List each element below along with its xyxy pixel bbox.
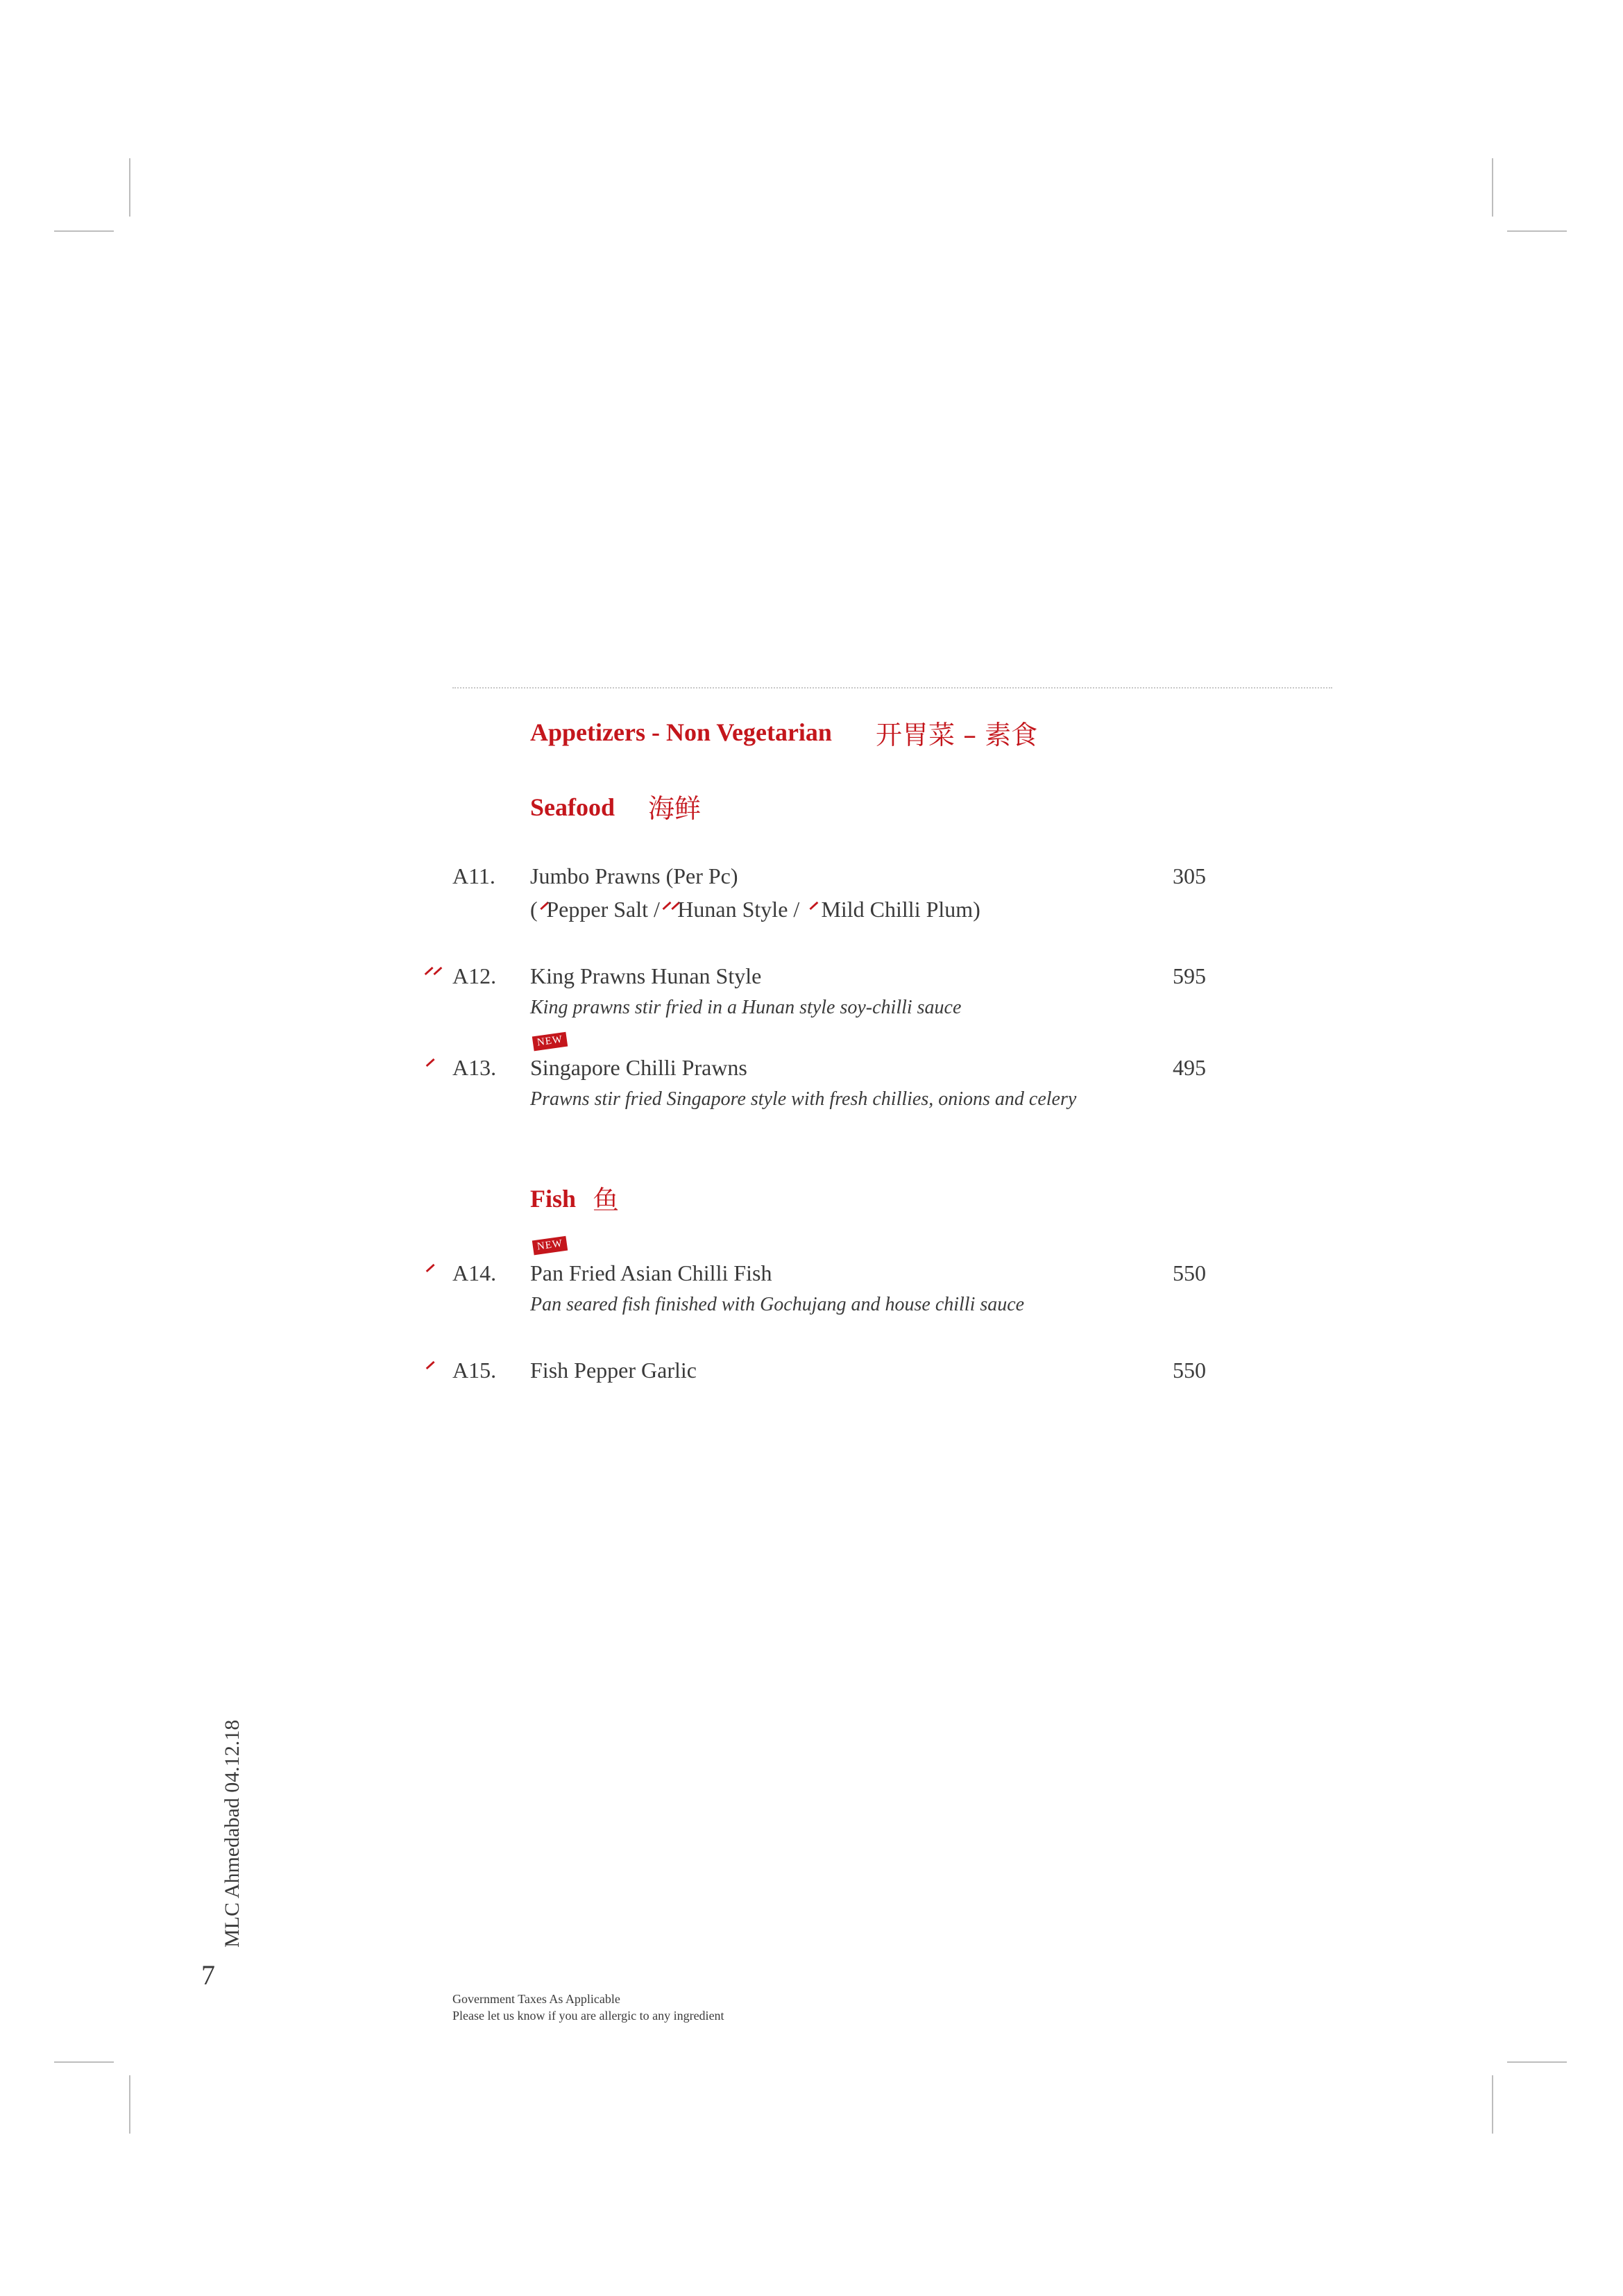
item-code: A14. [452,1260,497,1285]
item-name: Fish Pepper Garlic [530,1358,697,1383]
new-badge: NEW [532,1032,568,1052]
mild-one-chilli-icon: ᐟ [799,898,816,922]
divider [452,687,1332,689]
option-pepper-salt: Pepper Salt / [546,897,660,922]
section-title-zh: 开胃菜 – 素食 [876,720,1038,750]
item-price: 550 [1173,1260,1206,1285]
option-mild-chilli-plum: Mild Chilli Plum) [815,897,980,922]
fish-title: Fish [530,1185,577,1213]
crop-mark [1492,2075,1493,2134]
hot-two-chilli-icon: ᐟᐟ [659,898,678,922]
item-code: A12. [452,963,497,988]
seafood-title: Seafood [530,793,615,821]
seafood-title-zh: 海鲜 [648,793,702,824]
new-badge: NEW [532,1236,568,1256]
options-open: ( [530,897,538,922]
crop-mark [54,2061,114,2063]
item-name: Singapore Chilli Prawns [530,1055,747,1080]
item-code: A15. [452,1358,497,1383]
fish-title-zh: 鱼 [593,1185,620,1215]
mild-one-chilli-icon: ᐟ [423,1358,432,1382]
mild-one-chilli-icon: ᐟ [423,1055,432,1079]
item-name: Pan Fried Asian Chilli Fish [530,1260,772,1285]
item-description: Pan seared fish finished with Gochujang and house chilli sauce [530,1294,1025,1315]
item-code: A11. [452,863,495,888]
section-title: Appetizers - Non Vegetarian [530,718,832,746]
item-options [530,897,980,922]
item-price: 595 [1173,963,1206,988]
crop-mark [1492,158,1493,217]
hot-two-chilli-icon: ᐟᐟ [422,963,440,988]
item-description: Prawns stir fried Singapore style with fresh chillies, onions and celery [530,1088,1077,1110]
item-price: 495 [1173,1055,1206,1080]
footer-taxes: Government Taxes As Applicable [452,1992,620,2006]
crop-mark [129,158,130,217]
item-price: 550 [1173,1358,1206,1383]
item-price: 305 [1173,863,1206,888]
side-label: MLC Ahmedabad 04.12.18 [221,1719,244,1948]
item-code: A13. [452,1055,497,1080]
page-number: 7 [201,1959,215,1991]
option-hunan-style: Hunan Style / [677,897,800,922]
mild-one-chilli-icon: ᐟ [537,898,547,922]
crop-mark [129,2075,130,2134]
mild-one-chilli-icon: ᐟ [423,1260,432,1285]
crop-mark [1507,2061,1567,2063]
crop-mark [54,230,114,232]
crop-mark [1507,230,1567,232]
item-description: King prawns stir fried in a Hunan style soy-chilli sauce [530,997,962,1018]
item-name: King Prawns Hunan Style [530,963,762,988]
item-name: Jumbo Prawns (Per Pc) [530,863,738,888]
footer-allergy: Please let us know if you are allergic to any ingredient [452,2009,724,2023]
